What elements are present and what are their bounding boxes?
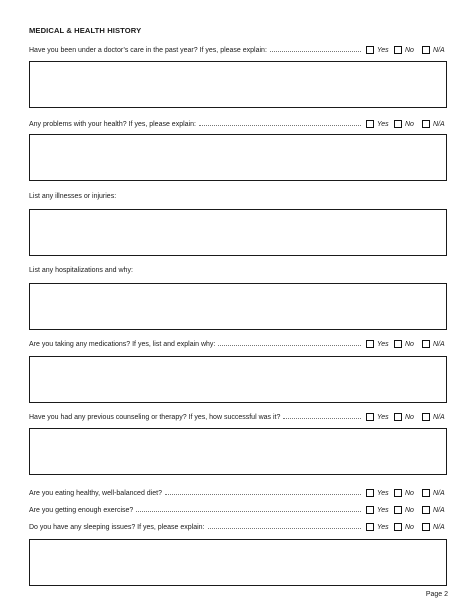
leader-dots bbox=[283, 418, 361, 419]
answer-options bbox=[366, 46, 447, 54]
no-checkbox[interactable] bbox=[394, 120, 402, 128]
yes-checkbox[interactable] bbox=[366, 506, 374, 514]
na-label: N/A bbox=[433, 413, 445, 421]
na-checkbox[interactable] bbox=[422, 46, 430, 54]
na-checkbox[interactable] bbox=[422, 413, 430, 421]
yes-label: Yes bbox=[377, 506, 389, 514]
na-checkbox[interactable] bbox=[422, 523, 430, 531]
question-text: Are you getting enough exercise? bbox=[29, 506, 134, 514]
no-checkbox[interactable] bbox=[394, 489, 402, 497]
page-number: Page 2 bbox=[425, 591, 448, 598]
yes-checkbox[interactable] bbox=[366, 340, 374, 348]
question-text: Are you eating healthy, well-balanced diet? bbox=[29, 489, 162, 497]
question-row-counseling bbox=[29, 411, 447, 423]
na-checkbox[interactable] bbox=[422, 489, 430, 497]
no-checkbox[interactable] bbox=[394, 413, 402, 421]
no-label: No bbox=[405, 46, 414, 54]
section-title: MEDICAL & HEALTH HISTORY bbox=[29, 26, 142, 35]
yes-checkbox[interactable] bbox=[366, 523, 374, 531]
yes-label: Yes bbox=[377, 46, 389, 54]
na-label: N/A bbox=[433, 46, 445, 54]
answer-box-doctor-care[interactable] bbox=[29, 61, 447, 108]
question-row-sleep bbox=[29, 521, 447, 533]
yes-label: Yes bbox=[377, 340, 389, 348]
no-checkbox[interactable] bbox=[394, 46, 402, 54]
question-row-diet bbox=[29, 487, 447, 499]
na-checkbox[interactable] bbox=[422, 340, 430, 348]
yes-checkbox[interactable] bbox=[366, 489, 374, 497]
na-label: N/A bbox=[433, 340, 445, 348]
yes-checkbox[interactable] bbox=[366, 120, 374, 128]
question-text-illnesses: List any illnesses or injuries: bbox=[29, 193, 117, 200]
question-text: Are you taking any medications? If yes, list and explain why: bbox=[29, 340, 216, 348]
na-label: N/A bbox=[433, 506, 445, 514]
question-text: Do you have any sleeping issues? If yes, please explain: bbox=[29, 523, 205, 531]
answer-box-medications[interactable] bbox=[29, 356, 447, 403]
answer-box-illnesses[interactable] bbox=[29, 209, 447, 256]
question-text: Any problems with your health? If yes, please explain: bbox=[29, 120, 196, 128]
na-label: N/A bbox=[433, 523, 445, 531]
leader-dots bbox=[165, 494, 361, 495]
leader-dots bbox=[218, 345, 361, 346]
yes-label: Yes bbox=[377, 489, 389, 497]
na-label: N/A bbox=[433, 489, 445, 497]
answer-box-hospitalizations[interactable] bbox=[29, 283, 447, 330]
na-label: N/A bbox=[433, 120, 445, 128]
question-text: Have you been under a doctor’s care in the past year? If yes, please explain: bbox=[29, 46, 267, 54]
no-label: No bbox=[405, 340, 414, 348]
question-row-exercise bbox=[29, 504, 447, 516]
answer-options bbox=[366, 506, 447, 514]
answer-box-sleep[interactable] bbox=[29, 539, 447, 586]
question-row-medications bbox=[29, 338, 447, 350]
question-text-hospitalizations: List any hospitalizations and why: bbox=[29, 267, 133, 274]
question-row-doctor-care bbox=[29, 44, 447, 56]
answer-box-counseling[interactable] bbox=[29, 428, 447, 475]
no-checkbox[interactable] bbox=[394, 506, 402, 514]
no-checkbox[interactable] bbox=[394, 340, 402, 348]
no-label: No bbox=[405, 506, 414, 514]
yes-checkbox[interactable] bbox=[366, 413, 374, 421]
no-label: No bbox=[405, 489, 414, 497]
answer-options bbox=[366, 413, 447, 421]
leader-dots bbox=[199, 125, 361, 126]
leader-dots bbox=[208, 528, 362, 529]
no-checkbox[interactable] bbox=[394, 523, 402, 531]
answer-options bbox=[366, 489, 447, 497]
no-label: No bbox=[405, 120, 414, 128]
answer-box-health-problems[interactable] bbox=[29, 134, 447, 181]
yes-checkbox[interactable] bbox=[366, 46, 374, 54]
leader-dots bbox=[270, 51, 361, 52]
answer-options bbox=[366, 523, 447, 531]
yes-label: Yes bbox=[377, 120, 389, 128]
answer-options bbox=[366, 120, 447, 128]
yes-label: Yes bbox=[377, 523, 389, 531]
no-label: No bbox=[405, 413, 414, 421]
yes-label: Yes bbox=[377, 413, 389, 421]
no-label: No bbox=[405, 523, 414, 531]
na-checkbox[interactable] bbox=[422, 120, 430, 128]
question-row-health-problems bbox=[29, 118, 447, 130]
na-checkbox[interactable] bbox=[422, 506, 430, 514]
answer-options bbox=[366, 340, 447, 348]
leader-dots bbox=[136, 511, 361, 512]
question-text: Have you had any previous counseling or therapy? If yes, how successful was it? bbox=[29, 413, 281, 421]
